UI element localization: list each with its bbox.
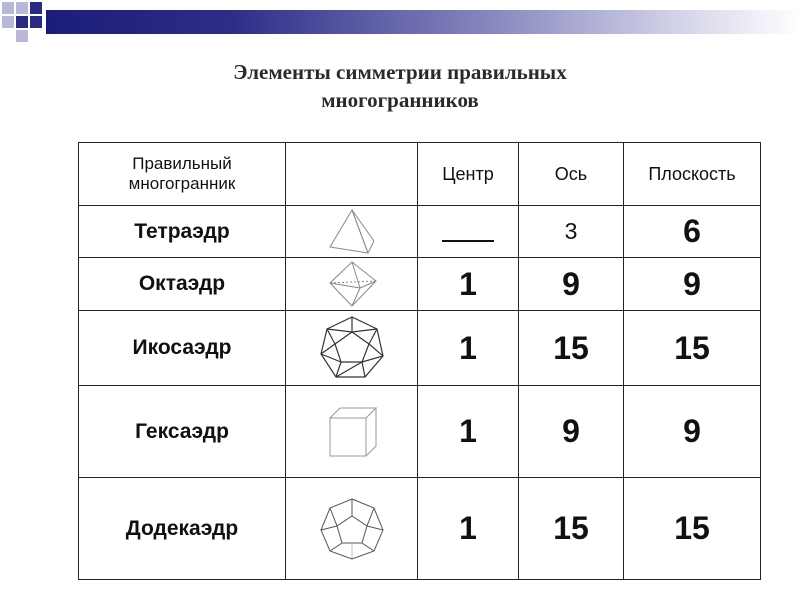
polyhedron-image xyxy=(286,478,418,580)
axis-value: 15 xyxy=(519,478,624,580)
header-gradient-bar xyxy=(46,10,800,34)
hexahedron-icon xyxy=(322,402,382,462)
center-value: 1 xyxy=(418,386,519,478)
header-center: Центр xyxy=(418,143,519,206)
polyhedron-image xyxy=(286,386,418,478)
plane-value: 15 xyxy=(624,478,761,580)
table-row xyxy=(79,206,761,258)
title-line-1: Элементы симметрии правильных xyxy=(233,60,567,84)
icosahedron-icon xyxy=(316,314,388,382)
plane-value: 15 xyxy=(624,311,761,386)
axis-value: 9 xyxy=(519,386,624,478)
polyhedron-name: Тетраэдр xyxy=(79,206,286,258)
decor-square xyxy=(16,30,28,42)
polyhedron-name: Икосаэдр xyxy=(79,311,286,386)
page-title xyxy=(0,58,800,114)
table-row xyxy=(79,258,761,311)
polyhedron-image xyxy=(286,258,418,311)
center-value xyxy=(418,206,519,258)
header-plane: Плоскость xyxy=(624,143,761,206)
tetrahedron-icon xyxy=(322,207,382,257)
polyhedron-image xyxy=(286,206,418,258)
polyhedron-name: Гексаэдр xyxy=(79,386,286,478)
table-row xyxy=(79,386,761,478)
polyhedron-name: Додекаэдр xyxy=(79,478,286,580)
header-axis: Ось xyxy=(519,143,624,206)
plane-value: 9 xyxy=(624,386,761,478)
header-decoration xyxy=(0,0,800,40)
plane-value: 9 xyxy=(624,258,761,311)
title-line-2: многогранников xyxy=(321,88,479,112)
header-image xyxy=(286,143,418,206)
header-polyhedron: Правильный многогранник xyxy=(79,143,286,206)
axis-value: 3 xyxy=(519,206,624,258)
decor-square xyxy=(30,16,42,28)
axis-value: 15 xyxy=(519,311,624,386)
symmetry-table xyxy=(78,142,761,580)
table-row xyxy=(79,311,761,386)
polyhedron-name: Октаэдр xyxy=(79,258,286,311)
center-value: 1 xyxy=(418,478,519,580)
decor-square xyxy=(16,2,28,14)
decor-square xyxy=(16,16,28,28)
axis-value: 9 xyxy=(519,258,624,311)
empty-dash xyxy=(442,240,494,242)
plane-value: 6 xyxy=(624,206,761,258)
decor-square xyxy=(2,2,14,14)
decor-square xyxy=(30,2,42,14)
center-value: 1 xyxy=(418,258,519,311)
octahedron-icon xyxy=(322,259,382,309)
center-value: 1 xyxy=(418,311,519,386)
table-row xyxy=(79,478,761,580)
polyhedron-image xyxy=(286,311,418,386)
dodecahedron-icon xyxy=(318,496,386,562)
decor-square xyxy=(2,16,14,28)
table-header-row xyxy=(79,143,761,206)
